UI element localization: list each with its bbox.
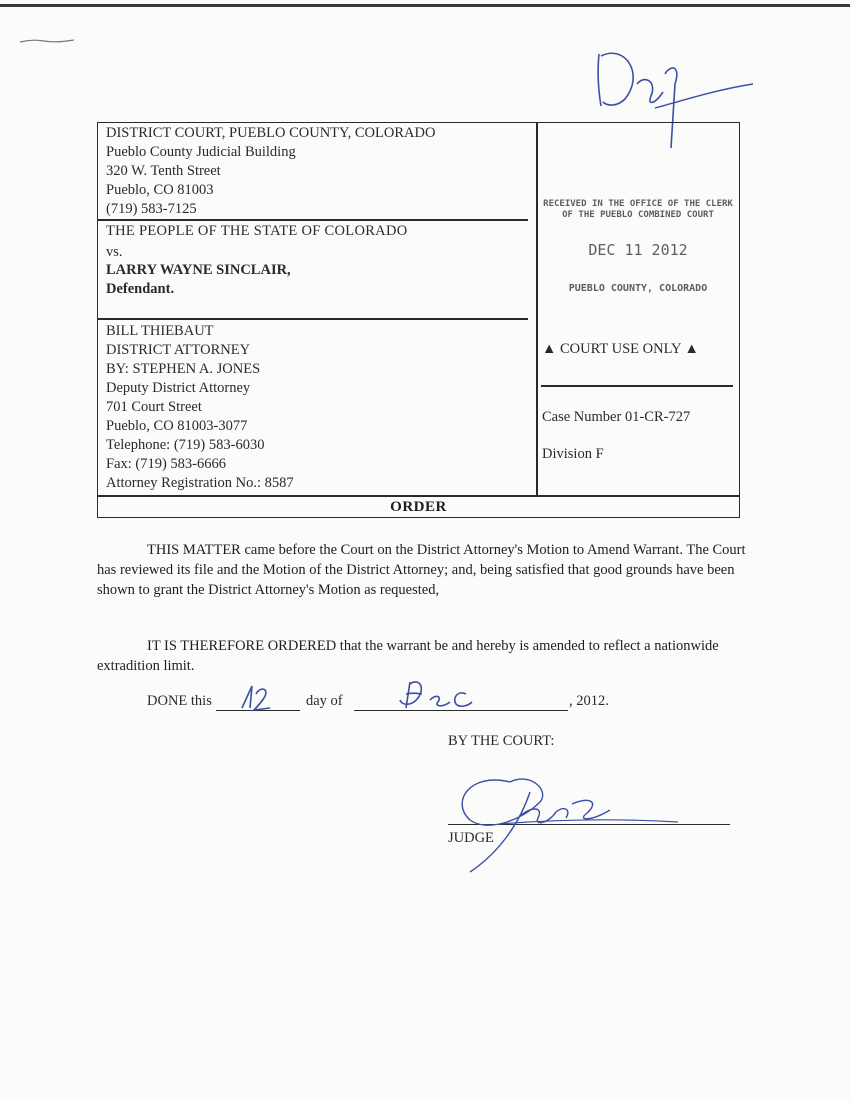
court-name: DISTRICT COURT, PUEBLO COUNTY, COLORADO [106,125,436,141]
done-middle: day of [306,693,343,709]
attorney-line: Telephone: (719) 583-6030 [106,437,265,453]
handwritten-day [236,682,276,714]
judge-signature [440,762,690,882]
attorney-line: BILL THIEBAUT [106,323,214,339]
court-use-only: ▲ COURT USE ONLY ▲ [542,341,699,357]
judge-label: JUDGE [448,830,494,846]
court-building: Pueblo County Judicial Building [106,144,296,160]
caption-box [97,122,740,518]
defendant-label: Defendant. [106,281,175,297]
scan-mark [18,36,78,46]
stamp-line: RECEIVED IN THE OFFICE OF THE CLERK [543,199,733,209]
court-street: 320 W. Tenth Street [106,163,221,179]
rule [98,318,528,320]
stamp-date: DEC 11 2012 [588,241,688,259]
defendant-name: LARRY WAYNE SINCLAIR, [106,262,291,278]
division: Division F [542,446,604,462]
done-prefix: DONE this [147,693,212,709]
scan-edge [0,4,850,7]
versus: vs. [106,244,123,260]
rule [541,385,733,387]
document-title: ORDER [390,499,447,515]
attorney-line: 701 Court Street [106,399,202,415]
plaintiff: THE PEOPLE OF THE STATE OF COLORADO [106,223,408,239]
caption-divider [536,123,538,495]
by-the-court: BY THE COURT: [448,733,555,749]
case-number: Case Number 01-CR-727 [542,409,691,425]
attorney-line: Deputy District Attorney [106,380,251,396]
stamp-line: OF THE PUEBLO COMBINED COURT [562,210,714,220]
attorney-line: DISTRICT ATTORNEY [106,342,251,358]
attorney-line: Attorney Registration No.: 8587 [106,475,294,491]
order-paragraph-2 [97,636,747,676]
attorney-line: BY: STEPHEN A. JONES [106,361,261,377]
stamp-county: PUEBLO COUNTY, COLORADO [568,283,708,294]
handwritten-month [396,676,486,714]
rule [98,495,739,497]
paragraph-text: IT IS THEREFORE ORDERED that the warrant be and hereby is amended to reflect a nationwide extradition limit. [97,638,719,674]
rule [98,219,528,221]
received-stamp [538,199,738,221]
done-year: , 2012. [569,693,609,709]
court-city: Pueblo, CO 81003 [106,182,214,198]
attorney-line: Pueblo, CO 81003-3077 [106,418,248,434]
order-paragraph-1 [97,540,747,600]
attorney-line: Fax: (719) 583-6666 [106,456,227,472]
paragraph-text: THIS MATTER came before the Court on the District Attorney's Motion to Amend Warrant. The Court has reviewed its file and the Motion of the District Attorney; and, being satisfied that good grounds have been shown to grant the District Attorney's Motion as requested, [97,542,746,598]
court-phone: (719) 583-7125 [106,201,197,217]
